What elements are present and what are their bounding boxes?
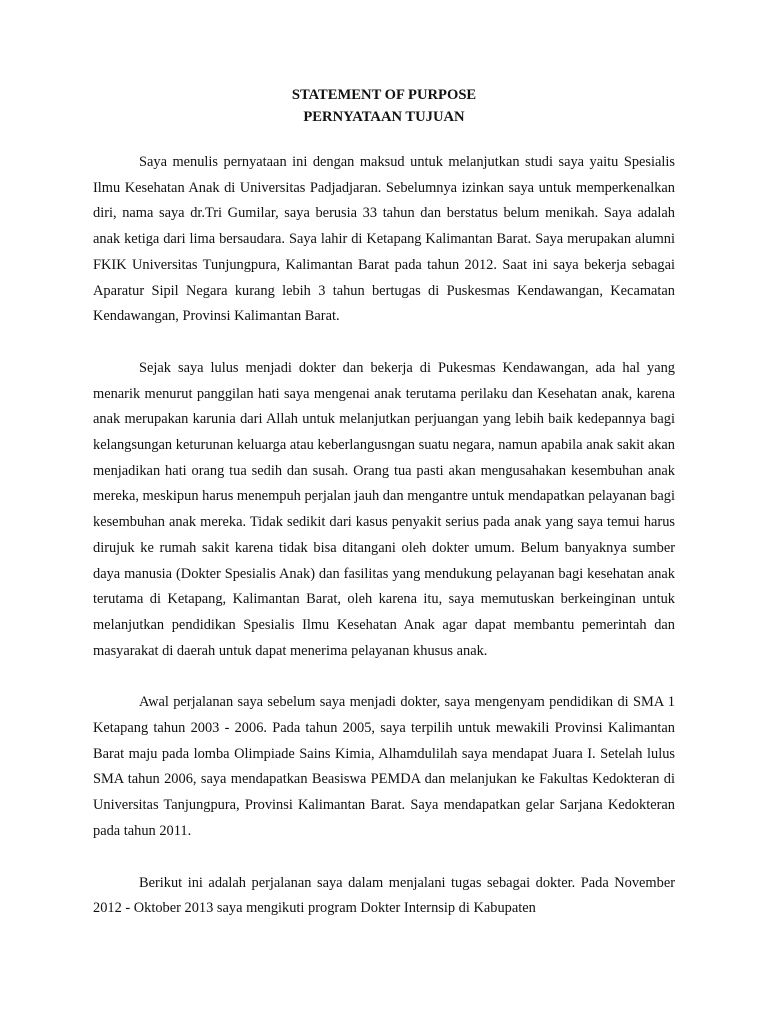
paragraph-career: Berikut ini adalah perjalanan saya dalam menjalani tugas sebagai dokter. Pada November 2012 - Oktober 2013 saya mengikuti program Dokter Internsip di Kabupaten <box>93 874 675 917</box>
document-subtitle: PERNYATAAN TUJUAN <box>303 109 465 125</box>
paragraph-education: Awal perjalanan saya sebelum saya menjadi dokter, saya mengenyam pendidikan di SMA 1 Ketapang tahun 2003 - 2006. Pada tahun 2005, saya terpilih untuk mewakili Provinsi Kalimantan Barat maju pada lomba Olimpiade Sains Kimia, Alhamdulilah saya mendapat Juara I. Setelah lulus SMA tahun 2006, saya mendapatkan Beasiswa PEMDA dan melanjukan ke Fakultas Kedokteran di Universitas Tanjungpura, Provinsi Kalimantan Barat. Saya mendapatkan gelar Sarjana Kedokteran pada tahun 2011. <box>93 694 675 839</box>
paragraph-introduction: Saya menulis pernyataan ini dengan maksud untuk melanjutkan studi saya yaitu Spesialis Ilmu Kesehatan Anak di Universitas Padjadjaran. Sebelumnya izinkan saya untuk memperkenalkan diri, nama saya dr.Tri Gumilar, saya berusia 33 tahun dan berstatus belum menikah. Saya adalah anak ketiga dari lima bersaudara. Saya lahir di Ketapang Kalimantan Barat. Saya merupakan alumni FKIK Universitas Tunjungpura, Kalimantan Barat pada tahun 2012. Saat ini saya bekerja sebagai Aparatur Sipil Negara kurang lebih 3 tahun bertugas di Puskesmas Kendawangan, Kecamatan Kendawangan, Provinsi Kalimantan Barat. <box>93 154 675 325</box>
document-body <box>93 84 675 948</box>
document-title: STATEMENT OF PURPOSE <box>291 87 477 103</box>
paragraph-motivation: Sejak saya lulus menjadi dokter dan bekerja di Pukesmas Kendawangan, ada hal yang menarik menurut panggilan hati saya mengenai anak terutama perilaku dan Kesehatan anak, karena anak merupakan karunia dari Allah untuk melanjutkan perjuangan yang lebih baik kedepannya bagi kelangsungan keturunan keluarga atau keberlangusngan suatu negara, namun apabila anak sakit akan menjadikan hati orang tua sedih dan susah. Orang tua pasti akan mengusahakan kesembuhan anak mereka, meskipun harus menempuh perjalan jauh dan mengantre untuk mendapatkan pelayanan bagi kesembuhan anak mereka. Tidak sedikit dari kasus penyakit serius pada anak yang saya temui harus dirujuk ke rumah sakit karena tidak bisa ditangani oleh dokter umum. Belum banyaknya sumber daya manusia (Dokter Spesialis Anak) dan fasilitas yang mendukung pelayanan bagi kesehatan anak terutama di Ketapang, Kalimantan Barat, oleh karena itu, saya memutuskan berkeinginan untuk melanjutkan pendidikan Spesialis Ilmu Kesehatan Anak agar dapat membantu pemerintah dan masyarakat di daerah untuk dapat menerima pelayanan khusus anak. <box>93 359 675 659</box>
